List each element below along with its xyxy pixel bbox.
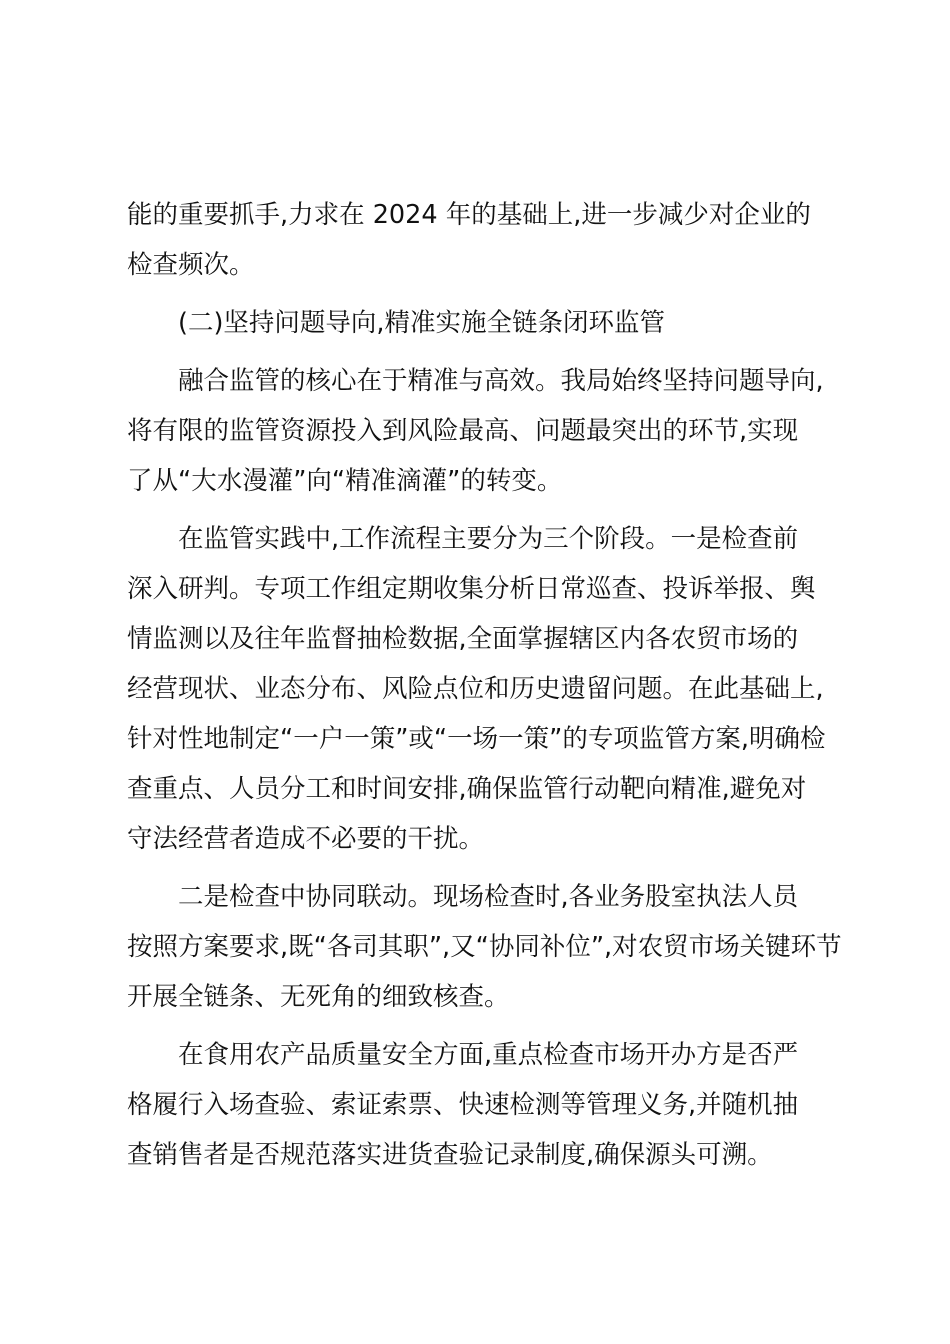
text-line: 二是检查中协同联动。现场检查时,各业务股室执法人员 — [178, 882, 799, 912]
paragraph — [127, 514, 827, 864]
text-line: 针对性地制定“一户一策”或“一场一策”的专项监管方案,明确检 — [127, 724, 826, 754]
text-line: 融合监管的核心在于精准与高效。我局始终坚持问题导向, — [178, 366, 824, 396]
paragraph-continuation — [127, 190, 827, 290]
text-line: 经营现状、业态分布、风险点位和历史遗留问题。在此基础上, — [127, 674, 824, 704]
text-line: 将有限的监管资源投入到风险最高、问题最突出的环节,实现 — [127, 416, 799, 446]
text-line: 了从“大水漫灌”向“精准滴灌”的转变。 — [127, 466, 563, 496]
text-line: 深入研判。专项工作组定期收集分析日常巡查、投诉举报、舆 — [127, 574, 816, 604]
text-line: 守法经营者造成不必要的干扰。 — [127, 824, 485, 854]
heading-line: (二)坚持问题导向,精准实施全链条闭环监管 — [178, 308, 666, 338]
text-line: 检查频次。 — [127, 250, 255, 280]
text-line: 在监管实践中,工作流程主要分为三个阶段。一是检查前 — [178, 524, 799, 554]
paragraph — [127, 1030, 827, 1180]
text-line: 情监测以及往年监督抽检数据,全面掌握辖区内各农贸市场的 — [127, 624, 799, 654]
text-line: 按照方案要求,既“各司其职”,又“协同补位”,对农贸市场关键环节 — [127, 932, 842, 962]
text-line: 开展全链条、无死角的细致核查。 — [127, 982, 510, 1012]
text-line: 查重点、人员分工和时间安排,确保监管行动靶向精准,避免对 — [127, 774, 807, 804]
text-line: 查销售者是否规范落实进货查验记录制度,确保源头可溯。 — [127, 1140, 773, 1170]
paragraph — [127, 872, 842, 1022]
text-line: 能的重要抓手,力求在 2024 年的基础上,进一步减少对企业的 — [127, 200, 811, 230]
paragraph — [127, 356, 827, 506]
text-line: 在食用农产品质量安全方面,重点检查市场开办方是否严 — [178, 1040, 799, 1070]
text-line: 格履行入场查验、索证索票、快速检测等管理义务,并随机抽 — [127, 1090, 799, 1120]
section-heading — [127, 298, 827, 348]
document-page — [127, 190, 842, 1180]
